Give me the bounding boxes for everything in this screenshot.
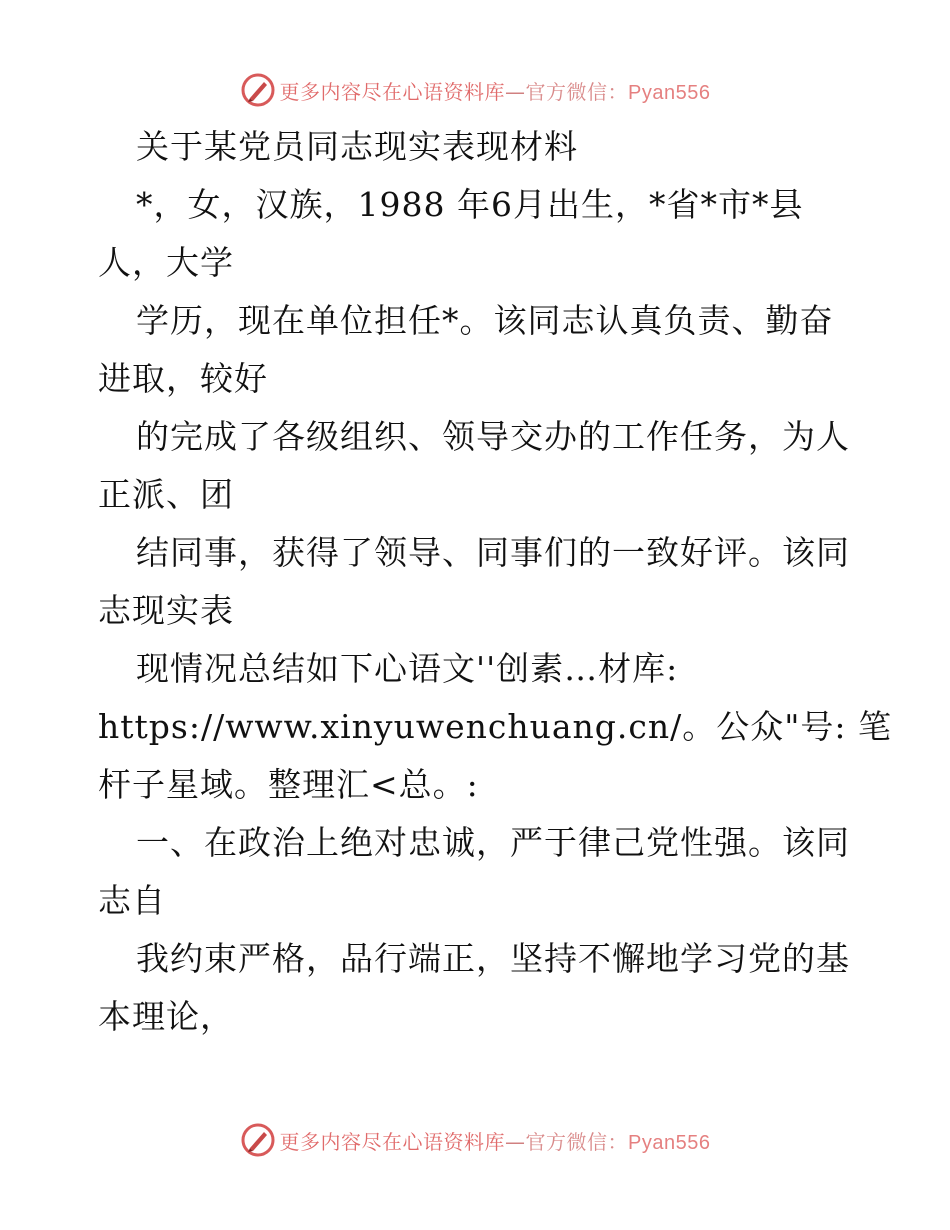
text-line: 志现实表 <box>98 591 234 630</box>
watermark-site-text: 更多内容尽在心语资料库 <box>279 79 506 104</box>
watermark-wechat-id: Pyan556 <box>628 1131 711 1154</box>
text-line: 志自 <box>98 881 166 920</box>
watermark-wechat-label: 官方微信： <box>525 1129 629 1154</box>
pen-logo-icon <box>240 1122 276 1158</box>
section-heading-line: 一、在政治上绝对忠诚，严于律己党性强。该同 <box>136 823 850 862</box>
text-line: 正派、团 <box>98 475 234 514</box>
watermark-site-text: 更多内容尽在心语资料库 <box>279 1129 506 1154</box>
watermark-wechat-id: Pyan556 <box>628 81 711 104</box>
text-line: 我约束严格，品行端正，坚持不懈地学习党的基 <box>136 939 850 978</box>
text-line: 学历，现在单位担任*。该同志认真负责、勤奋 <box>136 301 834 340</box>
pen-logo-icon <box>240 72 276 108</box>
watermark-banner-bottom <box>0 1120 950 1160</box>
document-body <box>98 118 893 1046</box>
text-line: 杆子星域。整理汇<总。: <box>98 765 479 804</box>
watermark-separator: — <box>505 1129 526 1154</box>
text-line: 的完成了各级组织、领导交办的工作任务，为人 <box>136 417 850 456</box>
watermark-separator: — <box>505 79 526 104</box>
watermark-wechat-label: 官方微信： <box>525 79 629 104</box>
text-line: 本理论， <box>98 997 234 1036</box>
watermark-banner-top <box>0 70 950 110</box>
text-line: 结同事，获得了领导、同事们的一致好评。该同 <box>136 533 850 572</box>
text-line: 现情况总结如下心语文''创素…材库: <box>136 649 679 688</box>
text-line: 人，大学 <box>98 243 234 282</box>
text-line: 进取，较好 <box>98 359 268 398</box>
document-title: 关于某党员同志现实表现材料 <box>136 127 578 166</box>
text-line-url: https://www.xinyuwenchuang.cn/。公众"号: 笔 <box>98 707 893 746</box>
text-line: *，女，汉族，1988 年6月出生，*省*市*县 <box>136 185 804 224</box>
